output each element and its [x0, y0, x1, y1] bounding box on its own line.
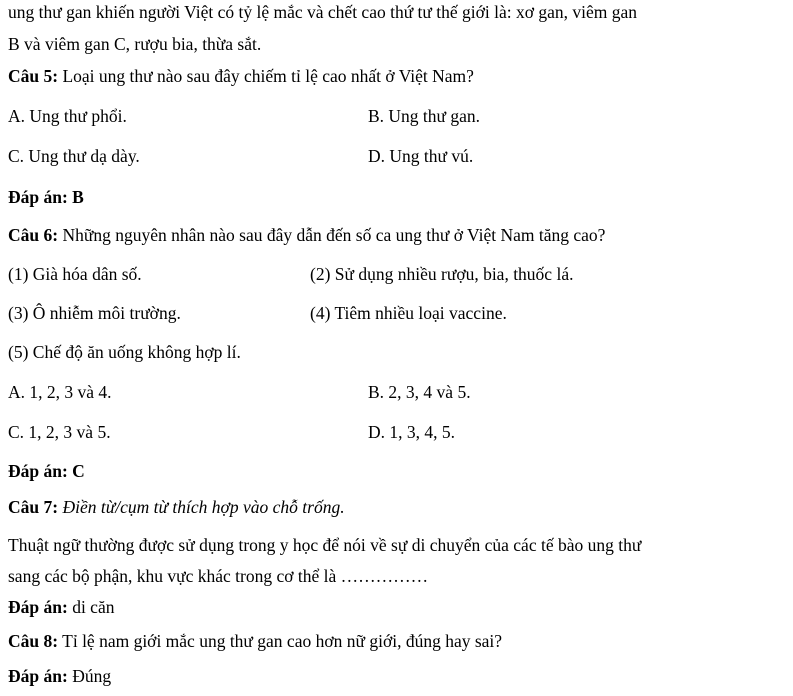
answer-value: di căn [67, 597, 115, 617]
option-d: D. Ung thư vú. [368, 146, 474, 166]
answer-8 [8, 666, 111, 687]
item-1: (1) Già hóa dân số. [8, 264, 142, 284]
answer-value: Đúng [67, 666, 112, 686]
answer-6 [8, 461, 85, 482]
question-label: Câu 8: [8, 631, 59, 651]
answer-7 [8, 597, 114, 618]
question-text: Tỉ lệ nam giới mắc ung thư gan cao hơn nữ giới, đúng hay sai? [58, 631, 503, 651]
item-5: (5) Chế độ ăn uống không hợp lí. [8, 342, 241, 362]
item-2: (2) Sử dụng nhiều rượu, bia, thuốc lá. [310, 264, 574, 284]
question-label: Câu 7: [8, 497, 59, 517]
intro-line-2: B và viêm gan C, rượu bia, thừa sắt. [8, 34, 262, 54]
question-label: Câu 6: [8, 225, 59, 245]
question-5 [8, 66, 474, 87]
question-text: Điền từ/cụm từ thích hợp vào chỗ trống. [58, 497, 345, 517]
option-a: A. Ung thư phổi. [8, 106, 127, 126]
intro-line-1: ung thư gan khiến người Việt có tỷ lệ mắc và chết cao thứ tư thế giới là: xơ gan, viêm gan [8, 2, 638, 22]
answer-5 [8, 187, 84, 208]
item-4: (4) Tiêm nhiều loại vaccine. [310, 303, 507, 323]
question-label: Câu 5: [8, 66, 59, 86]
option-b: B. Ung thư gan. [368, 106, 481, 126]
question-8 [8, 631, 502, 652]
option-c: C. 1, 2, 3 và 5. [8, 422, 111, 442]
question-7 [8, 497, 345, 518]
answer-label: Đáp án: [8, 597, 68, 617]
answer-label: Đáp án: B [8, 187, 84, 207]
option-d: D. 1, 3, 4, 5. [368, 422, 456, 442]
q7-body-line-2: sang các bộ phận, khu vực khác trong cơ thể là …………… [8, 566, 429, 586]
option-c: C. Ung thư dạ dày. [8, 146, 140, 166]
question-text: Loại ung thư nào sau đây chiếm tỉ lệ cao nhất ở Việt Nam? [58, 66, 474, 86]
option-a: A. 1, 2, 3 và 4. [8, 382, 112, 402]
answer-label: Đáp án: C [8, 461, 85, 481]
q7-body-line-1: Thuật ngữ thường được sử dụng trong y học để nói về sự di chuyển của các tế bào ung thư [8, 535, 642, 555]
item-3: (3) Ô nhiễm môi trường. [8, 303, 181, 323]
question-text: Những nguyên nhân nào sau đây dẫn đến số ca ung thư ở Việt Nam tăng cao? [58, 225, 606, 245]
answer-label: Đáp án: [8, 666, 68, 686]
question-6 [8, 225, 605, 246]
option-b: B. 2, 3, 4 và 5. [368, 382, 471, 402]
